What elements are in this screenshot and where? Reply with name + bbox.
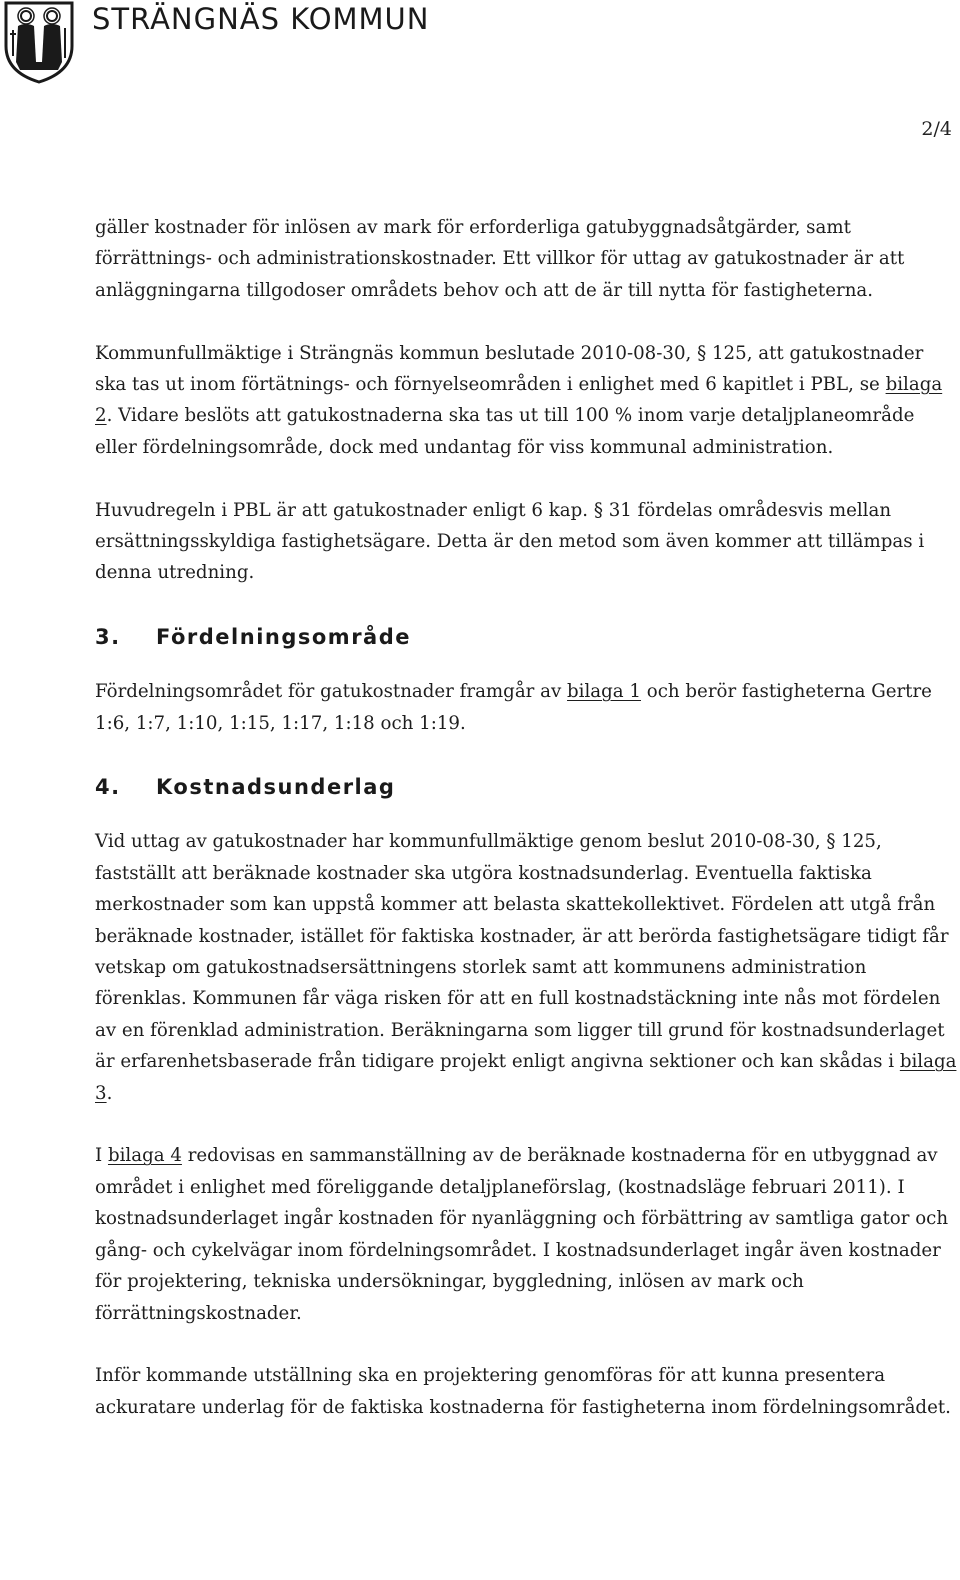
section-4-paragraph-3: Inför kommande utställning ska en projektering genomföras för att kunna presentera ackuratare underlag för de faktiska kostnaderna för fastigheterna inom fördelningsområdet.: [95, 1365, 951, 1418]
section-4-paragraph-2: I bilaga 4 redovisas en sammanställning av de beräknade kostnaderna för en utbyggnad av området i enlighet med föreliggande detaljplaneförslag, (kostnadsläge februari 2011). I kostnadsunderlaget ingår kostnaden för nyanläggning och förbättring av samtliga gator och gång- och cykelvägar inom fördelningsområdet. I kostnadsunderlaget ingår även kostnader för projektering, tekniska undersökningar, byggledning, inlösen av mark och förrättningskostnader.: [95, 1145, 949, 1324]
section-3-number: 3.: [95, 625, 121, 650]
page-number: 2/4: [921, 118, 952, 140]
section-4-paragraph-1: Vid uttag av gatukostnader har kommunfullmäktige genom beslut 2010-08-30, § 125, fastställt att beräknade kostnader ska utgöra kostnadsunderlag. Eventuella faktiska merkostnader som kan uppstå kommer att belasta skattekollektivet. Fördelen att utgå från beräknade kostnader, istället för faktiska kostnader, är att berörda fastighetsägare tidigt får vetskap om gatukostnadsersättningens storlek samt att kommunens administration förenklas. Kommunen får väga risken för att en full kostnadstäckning inte nås mot fördelen av en förenklad administration. Beräkningarna som ligger till grund för kostnadsunderlaget är erfarenhetsbaserade från tidigare projekt enligt angivna sektioner och kan skådas i bilaga 3.: [95, 831, 957, 1104]
section-3-title: Fördelningsområde: [156, 625, 411, 650]
link-bilaga-3[interactable]: bilaga 3: [95, 1051, 957, 1104]
section-3-paragraph: Fördelningsområdet för gatukostnader framgår av bilaga 1 och berör fastigheterna Gertre 1:6, 1:7, 1:10, 1:15, 1:17, 1:18 och 1:19.: [95, 681, 932, 734]
body-paragraph-2: Kommunfullmäktige i Strängnäs kommun beslutade 2010-08-30, § 125, att gatukostnader ska tas ut inom förtätnings- och förnyelseområden i enlighet med 6 kapitlet i PBL, se bilaga 2. Vidare beslöts att gatukostnaderna ska tas ut till 100 % inom varje detaljplaneområde eller fördelningsområde, dock med undantag för viss kommunal administration.: [95, 342, 943, 458]
page-header: [0, 0, 960, 90]
section-4-heading: [95, 770, 957, 804]
organization-name: STRÄNGNÄS KOMMUN: [92, 2, 430, 36]
municipal-coat-of-arms-icon: [2, 0, 76, 84]
section-4-number: 4.: [95, 775, 121, 800]
section-4-title: Kostnadsunderlag: [156, 775, 396, 800]
document-body: [95, 212, 957, 1455]
section-3-heading: [95, 620, 957, 654]
body-paragraph-1: gäller kostnader för inlösen av mark för erforderliga gatubyggnadsåtgärder, samt förrättnings- och administrationskostnader. Ett villkor för uttag av gatukostnader är att anläggningarna tillgodoser områdets behov och att de är till nytta för fastigheterna.: [95, 217, 905, 301]
link-bilaga-1[interactable]: bilaga 1: [567, 681, 641, 703]
body-paragraph-3: Huvudregeln i PBL är att gatukostnader enligt 6 kap. § 31 fördelas områdesvis mellan ersättningsskyldiga fastighetsägare. Detta är den metod som även kommer att tillämpas i denna utredning.: [95, 499, 925, 584]
link-bilaga-2[interactable]: bilaga 2: [95, 374, 943, 427]
link-bilaga-4[interactable]: bilaga 4: [107, 1145, 182, 1167]
